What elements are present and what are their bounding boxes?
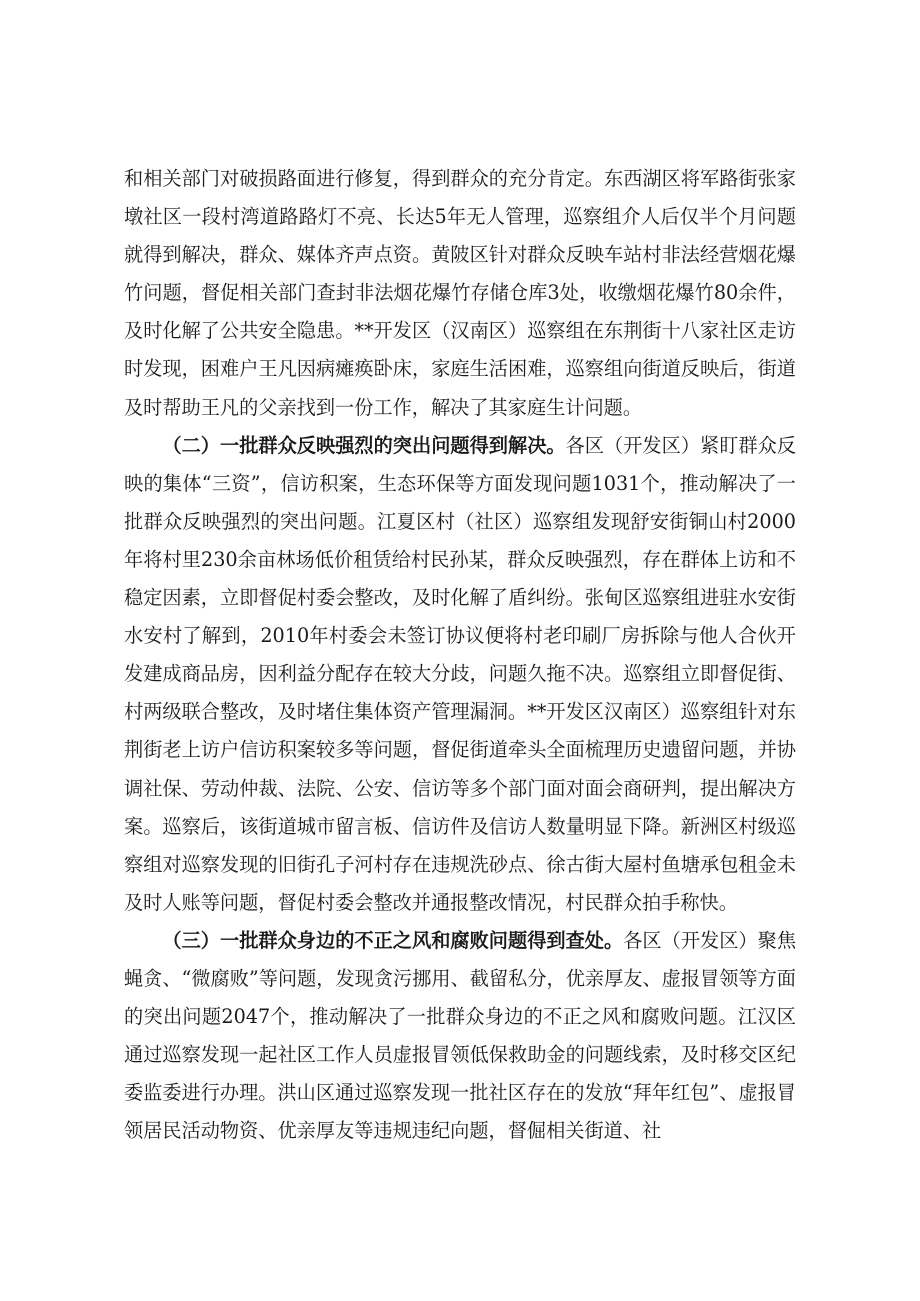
paragraph-1-body: 和相关部门对破损路面进行修复，得到群众的充分肯定。东西湖区将军路街张家墩社区一段村湾道路路灯不亮、长达5年无人管理，巡察组介人后仅半个月问题就得到解决，群众、媒体齐声点资。黄陂区针对群众反映车站村非法经营烟花爆竹问题，督促相关部门查封非法烟花爆竹存储仓库3处，收缴烟花爆竹80余件，及时化解了公共安全隐患。**开发区（汉南区）巡察组在东荆街十八家社区走访时发现，困难户王凡因病瘫痪卧床，家庭生活困难，巡察组向街道反映后，街道及时帮助王凡的父亲找到一份工作，解决了其家庭生计问题。 xyxy=(124,167,796,419)
paragraph-continued xyxy=(124,160,796,427)
section-2-heading: （二）一批群众反映强烈的突出问题得到解决。 xyxy=(162,433,566,457)
section-3-heading: （三）一批群众身边的不正之风和腐败问题得到查处。 xyxy=(162,928,624,952)
paragraph-section-2 xyxy=(124,427,796,922)
paragraph-section-3 xyxy=(124,922,796,1151)
section-2-body: 各区（开发区）紧盯群众反映的集体“三资”，信访积案，生态环保等方面发现问题1031个，推动解决了一批群众反映强烈的突出问题。江夏区村（社区）巡察组发现舒安街铜山村2000年将村里230余亩林场低价租赁给村民孙某，群众反映强烈，存在群体上访和不稳定因素，立即督促村委会整改，及时化解了盾纠纷。张甸区巡察组进驻水安街水安村了解到，2010年村委会未签订协议便将村老印刷厂房拆除与他人合伙开发建成商品房，因利益分配存在较大分歧，问题久拖不决。巡察组立即督促街、村两级联合整改，及时堵住集体资产管理漏洞。**开发区汉南区）巡察组针对东荆街老上访户信访积案较多等问题，督促街道牵头全面梳理历史遗留问题，并协调社保、劳动仲裁、法院、公安、信访等多个部门面对面会商研判，提出解决方案。巡察后，该街道城市留言板、信访件及信访人数量明显下降。新洲区村级巡察组对巡察发现的旧街孔子河村存在违规洗砂点、徐古街大屋村鱼塘承包租金未及时人账等问题，督促村委会整改并通报整改情况，村民群众拍手称快。 xyxy=(124,433,797,914)
section-3-body: 各区（开发区）聚焦蝇贪、“微腐败”等问题，发现贪污挪用、截留私分，优亲厚友、虚报冒领等方面的突出问题2047个，推动解决了一批群众身边的不正之风和腐败问题。江汉区通过巡察发现一起社区工作人员虚报冒领低保救助金的问题线索，及时移交区纪委监委进行办理。洪山区通过巡察发现一批社区存在的发放“拜年红包”、虚报冒领居民活动物资、优亲厚友等违规违纪向题，督倔相关街道、社 xyxy=(124,928,797,1143)
body-text xyxy=(124,160,796,1150)
